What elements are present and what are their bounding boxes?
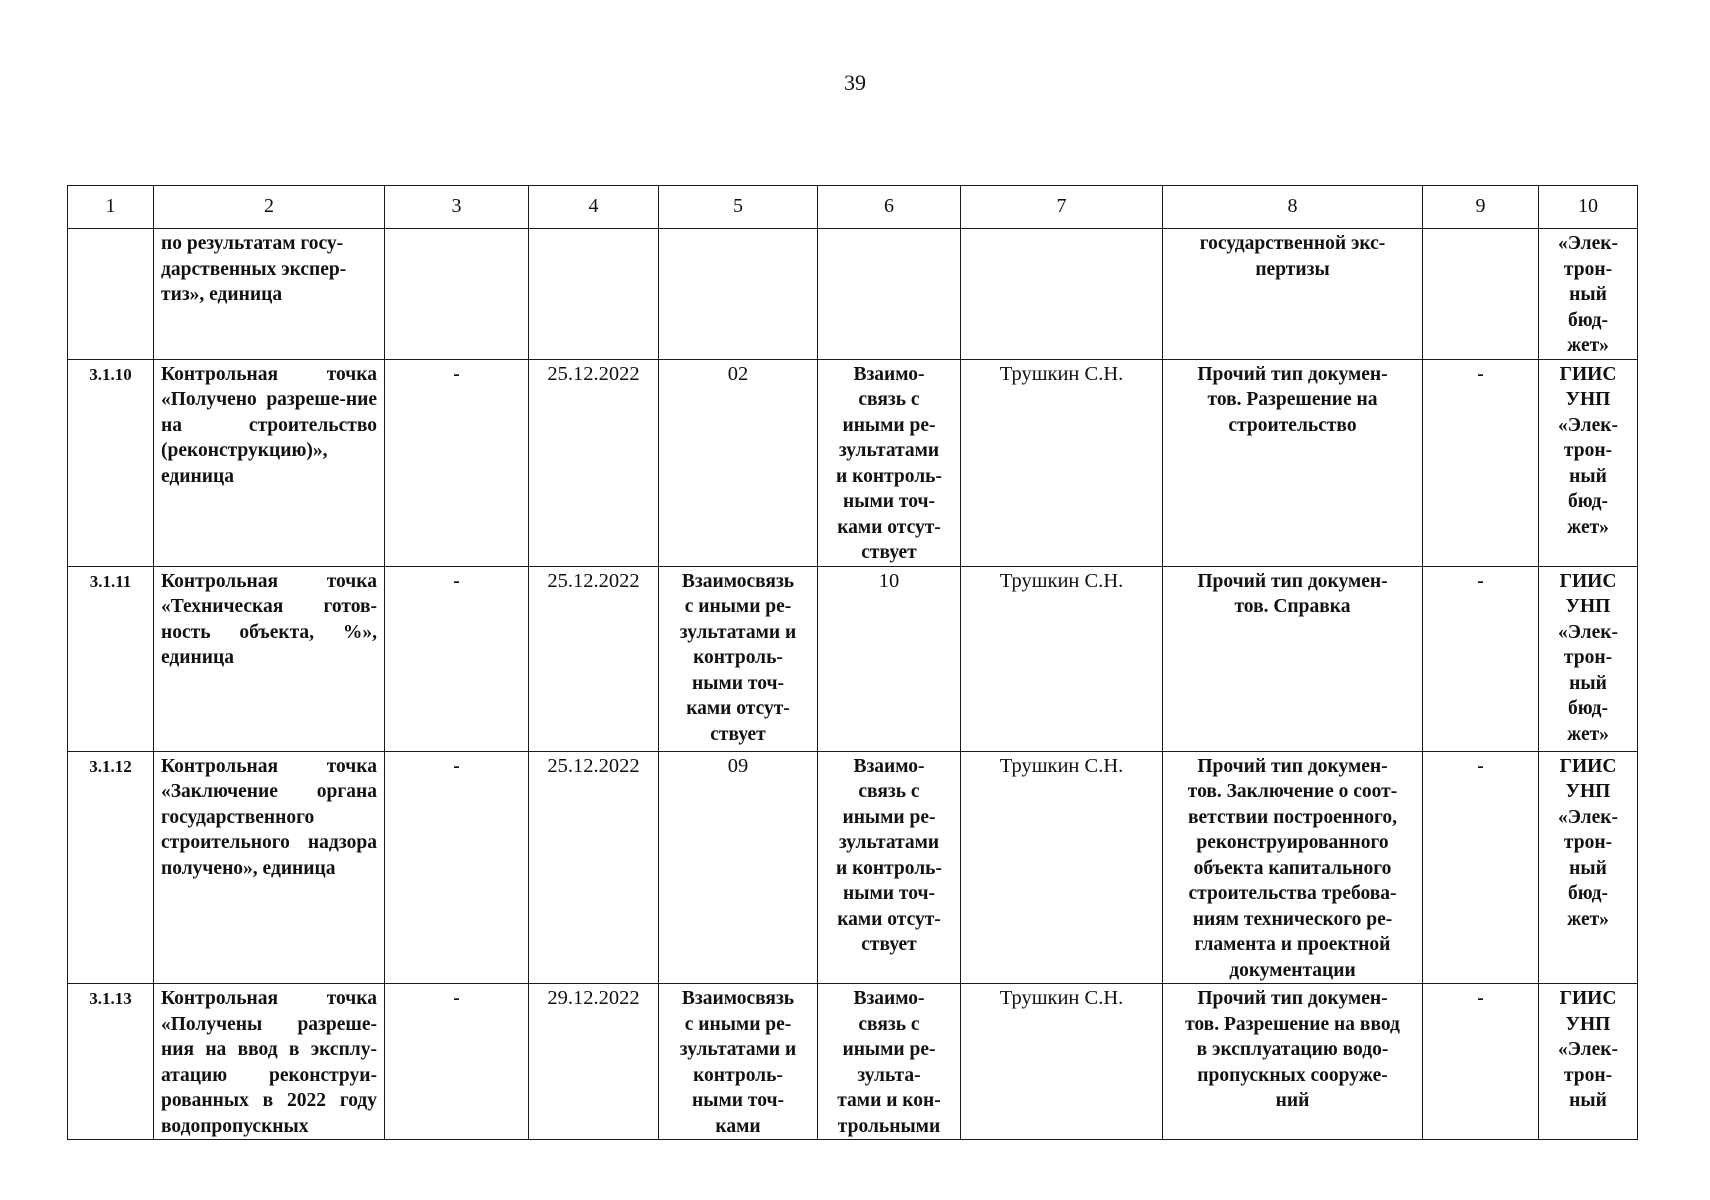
description-cell: Контрольная точка «Техническая готов-ность объекта, %», единица bbox=[154, 566, 385, 751]
column-3-cell: - bbox=[385, 359, 529, 566]
system-cell: ГИИС УНП «Элек- трон- ный bbox=[1539, 984, 1638, 1140]
column-5-cell: Взаимосвязь с иными ре- зультатами и контроль- ными точ- ками отсут- ствует bbox=[659, 566, 818, 751]
column-6-cell: 10 bbox=[818, 566, 961, 751]
document-type-cell: государственной экс- пертизы bbox=[1163, 229, 1423, 360]
system-cell: «Элек- трон- ный бюд- жет» bbox=[1539, 229, 1638, 360]
document-type-cell: Прочий тип докумен- тов. Заключение о соот- ветствии построенного, реконструированного объекта капитального строительства требова- ниям технического ре- гламента и проектной документации bbox=[1163, 751, 1423, 984]
column-9-cell: - bbox=[1423, 984, 1539, 1140]
column-6-cell: Взаимо- связь с иными ре- зультатами и контроль- ными точ- ками отсут- ствует bbox=[818, 359, 961, 566]
responsible-cell: Трушкин С.Н. bbox=[961, 566, 1163, 751]
row-number-cell: 3.1.11 bbox=[68, 566, 154, 751]
column-9-cell bbox=[1423, 229, 1539, 360]
column-3-cell: - bbox=[385, 984, 529, 1140]
column-header: 10 bbox=[1539, 186, 1638, 229]
description-cell: Контрольная точка «Получено разреше-ние на строительство (реконструкцию)», единица bbox=[154, 359, 385, 566]
row-number-cell: 3.1.13 bbox=[68, 984, 154, 1140]
column-header: 9 bbox=[1423, 186, 1539, 229]
table-row bbox=[68, 566, 1638, 751]
column-header: 6 bbox=[818, 186, 961, 229]
system-cell: ГИИС УНП «Элек- трон- ный бюд- жет» bbox=[1539, 751, 1638, 984]
table-row bbox=[68, 229, 1638, 360]
table-row bbox=[68, 751, 1638, 984]
description-cell: Контрольная точка «Заключение органа государственного строительного надзора получено», единица bbox=[154, 751, 385, 984]
column-9-cell: - bbox=[1423, 359, 1539, 566]
responsible-cell: Трушкин С.Н. bbox=[961, 751, 1163, 984]
row-number-cell: 3.1.10 bbox=[68, 359, 154, 566]
column-header: 7 bbox=[961, 186, 1163, 229]
column-3-cell: - bbox=[385, 566, 529, 751]
row-number-cell: 3.1.12 bbox=[68, 751, 154, 984]
column-5-cell: 09 bbox=[659, 751, 818, 984]
document-type-cell: Прочий тип докумен- тов. Разрешение на ввод в эксплуатацию водо- пропускных сооруже- ний bbox=[1163, 984, 1423, 1140]
column-5-cell: Взаимосвязь с иными ре- зультатами и контроль- ными точ- ками bbox=[659, 984, 818, 1140]
column-header: 4 bbox=[529, 186, 659, 229]
header-row bbox=[68, 186, 1638, 229]
document-type-cell: Прочий тип докумен- тов. Справка bbox=[1163, 566, 1423, 751]
column-header: 3 bbox=[385, 186, 529, 229]
responsible-cell: Трушкин С.Н. bbox=[961, 359, 1163, 566]
system-cell: ГИИС УНП «Элек- трон- ный бюд- жет» bbox=[1539, 359, 1638, 566]
date-cell: 25.12.2022 bbox=[529, 566, 659, 751]
description-cell: по результатам госу- дарственных экспер- тиз», единица bbox=[154, 229, 385, 360]
column-9-cell: - bbox=[1423, 751, 1539, 984]
column-5-cell: 02 bbox=[659, 359, 818, 566]
column-header: 1 bbox=[68, 186, 154, 229]
column-header: 8 bbox=[1163, 186, 1423, 229]
page-number: 39 bbox=[844, 70, 866, 95]
description-cell: Контрольная точка «Получены разреше-ния на ввод в эксплу-атацию реконструи-рованных в 2022 году водопропускных bbox=[154, 984, 385, 1140]
column-3-cell: - bbox=[385, 751, 529, 984]
responsible-cell bbox=[961, 229, 1163, 360]
table-row bbox=[68, 984, 1638, 1140]
column-3-cell bbox=[385, 229, 529, 360]
system-cell: ГИИС УНП «Элек- трон- ный бюд- жет» bbox=[1539, 566, 1638, 751]
column-header: 2 bbox=[154, 186, 385, 229]
date-cell: 29.12.2022 bbox=[529, 984, 659, 1140]
column-6-cell: Взаимо- связь с иными ре- зульта- тами и кон- трольными bbox=[818, 984, 961, 1140]
document-type-cell: Прочий тип докумен- тов. Разрешение на строительство bbox=[1163, 359, 1423, 566]
column-9-cell: - bbox=[1423, 566, 1539, 751]
column-5-cell bbox=[659, 229, 818, 360]
table-row bbox=[68, 359, 1638, 566]
responsible-cell: Трушкин С.Н. bbox=[961, 984, 1163, 1140]
date-cell: 25.12.2022 bbox=[529, 751, 659, 984]
date-cell bbox=[529, 229, 659, 360]
column-6-cell bbox=[818, 229, 961, 360]
row-number-cell bbox=[68, 229, 154, 360]
schedule-table bbox=[67, 185, 1638, 1140]
column-header: 5 bbox=[659, 186, 818, 229]
date-cell: 25.12.2022 bbox=[529, 359, 659, 566]
column-6-cell: Взаимо- связь с иными ре- зультатами и контроль- ными точ- ками отсут- ствует bbox=[818, 751, 961, 984]
